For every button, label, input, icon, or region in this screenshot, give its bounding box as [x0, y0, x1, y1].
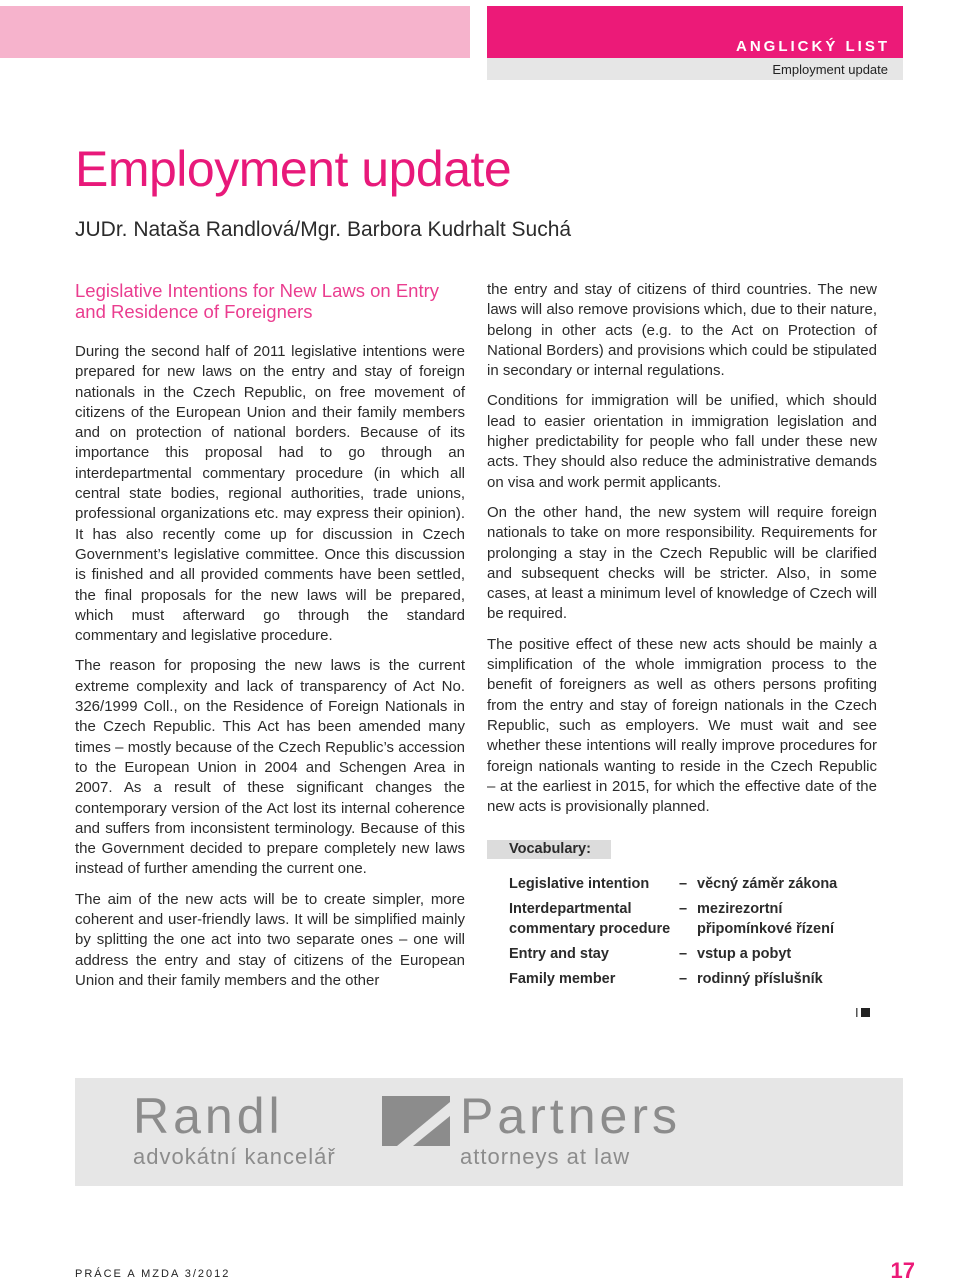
vocabulary-dash: – [679, 876, 688, 892]
paragraph: The reason for proposing the new laws is the current extreme complexity and lack of transparency of Act No. 326/1999 Coll., on the Residence of Foreign Nationals in the Czech Republic. This Act has been amended many times – mostly because of the Czech Republic’s accession to the European Union in 2004 and Schengen Area in 2007. As a result of these significant changes the contemporary version of the Act lost its internal coherence and suffers from inconsistent terminology. Because of this the Government decided to prepare completely new laws instead of further amending the current one. [75, 657, 465, 878]
running-title: Employment update [772, 62, 888, 77]
vocabulary-dash: – [679, 901, 688, 917]
vocabulary-czech: mezirezortní připomínkové řízení [697, 901, 834, 937]
vocabulary-item [509, 944, 867, 964]
right-column [487, 280, 877, 827]
vocabulary-czech: vstup a pobyt [697, 946, 792, 962]
vocabulary-english: Legislative intention [509, 876, 650, 892]
vocabulary-czech: věcný záměr zákona [697, 876, 838, 892]
article-authors: JUDr. Nataša Randlová/Mgr. Barbora Kudrhalt Suchá [75, 218, 572, 241]
vocabulary-english: Interdepartmental commentary procedure [509, 901, 671, 937]
vocabulary-item [509, 969, 867, 989]
paragraph: The positive effect of these new acts should be mainly a simplification of the whole immigration process to the benefit of foreigners as well as others persons profiting from the entry and stay of foreign nationals in the Czech Republic, such as employers. We must wait and see whether these intentions will really improve procedures for foreign nationals wanting to reside in the Czech Republic – at the earliest in 2015, for which the effective date of the new acts is provisionally planned. [487, 635, 877, 816]
logo-tagline-right: attorneys at law [460, 1144, 631, 1169]
paragraph: On the other hand, the new system will require foreign nationals to take on more responsibility. Requirements for prolonging a stay in the Czech Republic will be clarified and subsequent checks will be stricter. Also, in some cases, at least a minimum level of knowledge of Czech will be required. [487, 503, 877, 623]
vocabulary-title: Vocabulary: [487, 840, 611, 859]
end-of-article-mark [855, 1005, 870, 1020]
left-column [75, 280, 465, 1001]
logo-name-right: Partners [460, 1088, 681, 1144]
randl-partners-logo [75, 1078, 903, 1186]
logo-name-left: Randl [133, 1088, 284, 1144]
vocabulary-list [509, 874, 867, 994]
paragraph: the entry and stay of citizens of third countries. The new laws will also remove provisions which, due to their nature, belong in other acts (e.g. to the Act on Protection of National Borders) and provisions which could be stipulated in secondary or internal regulations. [487, 281, 877, 380]
vocabulary-english: Family member [509, 971, 616, 987]
law-firm-logo-banner [75, 1078, 903, 1186]
vocabulary-english: Entry and stay [509, 946, 609, 962]
vocabulary-item [509, 874, 867, 894]
paragraph: Conditions for immigration will be unified, which should lead to easier orientation in immigration legislation and higher predictability for people who fall under these new acts. They should also reduce the administrative demands on visa and work permit applicants. [487, 392, 877, 491]
article-title: Employment update [75, 141, 512, 197]
vocabulary-item [509, 899, 867, 939]
section-label: ANGLICKÝ LIST [736, 38, 890, 55]
page-number: 17 [890, 1258, 915, 1283]
paragraph: The aim of the new acts will be to create simpler, more coherent and user-friendly laws. It will be simplified mainly by splitting the one act into two separate ones – one will address the entry and stay of citizens of the European Union and their family members and the other [75, 890, 465, 989]
end-square-icon [861, 1008, 870, 1017]
logo-tagline-left: advokátní kancelář [133, 1144, 336, 1169]
publication-footer: PRÁCE A MZDA 3/2012 [75, 1268, 231, 1280]
header-pink-band-left [0, 6, 470, 58]
vocabulary-dash: – [679, 946, 688, 962]
vocabulary-dash: – [679, 971, 688, 987]
paragraph: During the second half of 2011 legislative intentions were prepared for new laws on the entry and stay of foreign nationals in the Czech Republic, on free movement of citizens of the European Union and their family members and on protection of national borders. Because of its importance this proposal had to go through an interdepartmental commentary procedure (in which all central state bodies, regional authorities, trade unions, professional organizations etc. may express their opinion). It has also recently come up for discussion in Czech Government’s legislative committee. Once this discussion is finished and all provided comments have been settled, the final proposals for the new laws will be prepared, which must afterward go through the standard commentary and legislative procedure. [75, 343, 465, 645]
article-heading: Legislative Intentions for New Laws on Entry and Residence of Foreigners [75, 280, 440, 322]
end-mark-bar: I [855, 1005, 859, 1020]
vocabulary-czech: rodinný příslušník [697, 971, 823, 987]
